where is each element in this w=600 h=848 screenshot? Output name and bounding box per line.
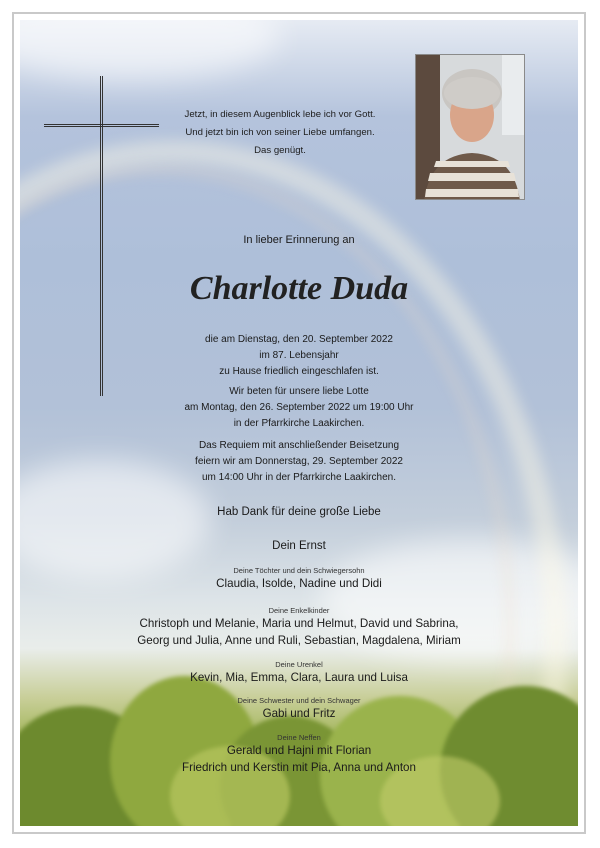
group-names: Friedrich und Kerstin mit Pia, Anna und Anton [182,761,416,774]
requiem-line: feiern wir am Donnerstag, 29. September 2022 [195,456,403,467]
prayer-line: am Montag, den 26. September 2022 um 19:00 Uhr [184,402,414,413]
prayer-line: Wir beten für unsere liebe Lotte [229,386,369,397]
group-names: Christoph und Melanie, Maria und Helmut, David und Sabrina, [139,617,459,630]
group-label: Deine Schwester und dein Schwager [237,696,361,705]
prayer-notice [20,384,578,432]
requiem-line: um 14:00 Uhr in der Pfarrkirche Laakirchen. [202,472,396,483]
group-names: Kevin, Mia, Emma, Clara, Laura und Luisa [190,671,408,684]
group-nephews [20,733,578,776]
group-great-grandchildren [20,660,578,686]
obituary-card [20,20,578,826]
group-label: Deine Töchter und dein Schwiegersohn [233,566,365,575]
portrait-illustration [416,55,525,200]
death-line: im 87. Lebensjahr [259,350,339,361]
intro-text: In lieber Erinnerung an [243,234,355,246]
group-label: Deine Urenkel [275,660,323,669]
group-names: Gabi und Fritz [262,707,336,720]
group-label: Deine Enkelkinder [268,606,330,615]
verse-line: Und jetzt bin ich von seiner Liebe umfangen. [185,127,375,138]
portrait-photo [415,54,525,200]
verse-line: Das genügt. [254,145,306,156]
verse-line: Jetzt, in diesem Augenblick lebe ich vor Gott. [184,109,376,120]
requiem-line: Das Requiem mit anschließender Beisetzung [198,440,400,451]
requiem-notice [20,438,578,486]
group-names: Claudia, Isolde, Nadine und Didi [216,577,382,590]
death-line: zu Hause friedlich eingeschlafen ist. [219,366,379,377]
thanks-text: Hab Dank für deine große Liebe [217,506,381,518]
signature: Dein Ernst [272,540,326,552]
group-label: Deine Neffen [277,733,321,742]
group-names: Gerald und Hajni mit Florian [226,744,372,757]
death-notice [20,332,578,380]
prayer-line: in der Pfarrkirche Laakirchen. [233,418,365,429]
death-line: die am Dienstag, den 20. September 2022 [205,334,393,345]
group-grandchildren [20,606,578,649]
group-names: Georg und Julia, Anne und Ruli, Sebastian, Magdalena, Miriam [137,634,461,647]
group-children [20,566,578,592]
cross-horizontal [44,124,159,127]
group-siblings [20,696,578,722]
cloud [20,20,280,80]
deceased-name: Charlotte Duda [189,270,409,307]
memorial-verse [150,106,410,160]
